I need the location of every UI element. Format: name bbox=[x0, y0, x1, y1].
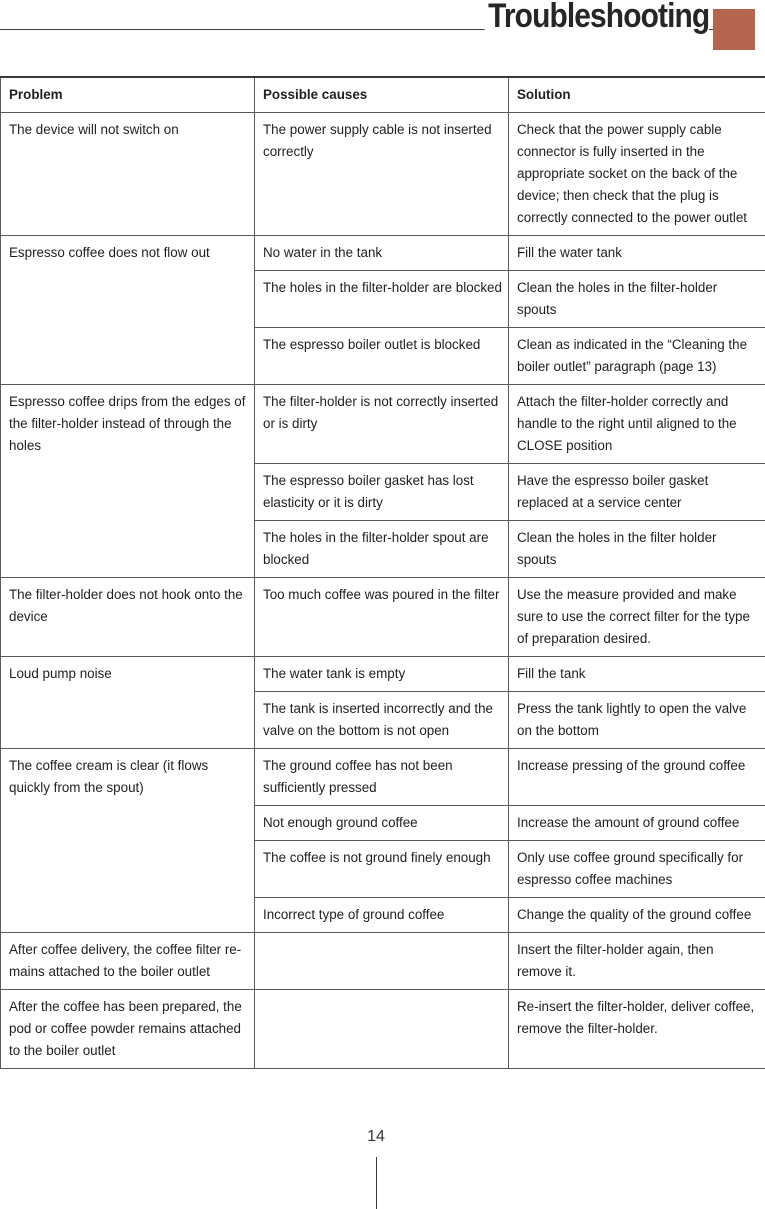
table-row bbox=[1, 113, 765, 236]
table-row bbox=[1, 657, 765, 692]
troubleshooting-table bbox=[0, 76, 765, 1069]
problem-cell: After the coffee has been prepared, the pod or coffee powder remains attached to the boiler outlet bbox=[1, 990, 255, 1069]
cause-cell: Incorrect type of ground coffee bbox=[255, 898, 509, 933]
column-header-solution: Solution bbox=[509, 77, 765, 113]
header-accent-square bbox=[713, 9, 755, 50]
solution-cell: Have the espresso boiler gasket replaced at a service center bbox=[509, 464, 765, 521]
solution-cell: Increase pressing of the ground coffee bbox=[509, 749, 765, 806]
problem-cell: Espresso coffee does not flow out bbox=[1, 236, 255, 385]
cause-cell bbox=[255, 990, 509, 1069]
cause-cell: The holes in the filter-holder are blocked bbox=[255, 271, 509, 328]
page-header bbox=[0, 0, 765, 52]
solution-cell: Check that the power supply cable connector is fully inserted in the appropriate socket on the back of the device; then check that the plug is correctly connected to the power outlet bbox=[509, 113, 765, 236]
cause-cell: The espresso boiler gasket has lost elasticity or it is dirty bbox=[255, 464, 509, 521]
solution-cell: Fill the water tank bbox=[509, 236, 765, 271]
problem-cell: The filter-holder does not hook onto the device bbox=[1, 578, 255, 657]
cause-cell: The holes in the filter-holder spout are blocked bbox=[255, 521, 509, 578]
solution-cell: Clean as indicated in the “Cleaning the boiler outlet” paragraph (page 13) bbox=[509, 328, 765, 385]
solution-cell: Re-insert the filter-holder, deliver coffee, remove the filter-holder. bbox=[509, 990, 765, 1069]
problem-cell: The coffee cream is clear (it flows quickly from the spout) bbox=[1, 749, 255, 933]
table-row bbox=[1, 933, 765, 990]
solution-cell: Clean the holes in the filter-holder spouts bbox=[509, 271, 765, 328]
cause-cell: The water tank is empty bbox=[255, 657, 509, 692]
solution-cell: Clean the holes in the filter holder spouts bbox=[509, 521, 765, 578]
cause-cell: The tank is inserted incorrectly and the valve on the bottom is not open bbox=[255, 692, 509, 749]
solution-cell: Insert the filter-holder again, then remove it. bbox=[509, 933, 765, 990]
table-row bbox=[1, 990, 765, 1069]
cause-cell: The coffee is not ground finely enough bbox=[255, 841, 509, 898]
table-row bbox=[1, 385, 765, 464]
solution-cell: Press the tank lightly to open the valve on the bottom bbox=[509, 692, 765, 749]
page-title: Troubleshooting bbox=[484, 0, 709, 36]
solution-cell: Only use coffee ground specifically for espresso coffee machines bbox=[509, 841, 765, 898]
problem-cell: The device will not switch on bbox=[1, 113, 255, 236]
cause-cell: No water in the tank bbox=[255, 236, 509, 271]
table-row bbox=[1, 578, 765, 657]
solution-cell: Change the quality of the ground coffee bbox=[509, 898, 765, 933]
cause-cell bbox=[255, 933, 509, 990]
solution-cell: Increase the amount of ground coffee bbox=[509, 806, 765, 841]
cause-cell: The power supply cable is not inserted correctly bbox=[255, 113, 509, 236]
cause-cell: The ground coffee has not been sufficiently pressed bbox=[255, 749, 509, 806]
solution-cell: Attach the filter-holder correctly and handle to the right until aligned to the CLOSE position bbox=[509, 385, 765, 464]
problem-cell: After coffee delivery, the coffee filter re-mains attached to the boiler outlet bbox=[1, 933, 255, 990]
cause-cell: Not enough ground coffee bbox=[255, 806, 509, 841]
footer-rule bbox=[376, 1157, 377, 1209]
table-row bbox=[1, 749, 765, 806]
column-header-problem: Problem bbox=[1, 77, 255, 113]
solution-cell: Fill the tank bbox=[509, 657, 765, 692]
solution-cell: Use the measure provided and make sure to use the correct filter for the type of preparation desired. bbox=[509, 578, 765, 657]
column-header-possible-causes: Possible causes bbox=[255, 77, 509, 113]
cause-cell: Too much coffee was poured in the filter bbox=[255, 578, 509, 657]
table-row bbox=[1, 236, 765, 271]
problem-cell: Espresso coffee drips from the edges of the filter-holder instead of through the holes bbox=[1, 385, 255, 578]
table-header-row bbox=[1, 77, 765, 113]
problem-cell: Loud pump noise bbox=[1, 657, 255, 749]
page-number: 14 bbox=[367, 1128, 385, 1145]
cause-cell: The filter-holder is not correctly inserted or is dirty bbox=[255, 385, 509, 464]
cause-cell: The espresso boiler outlet is blocked bbox=[255, 328, 509, 385]
